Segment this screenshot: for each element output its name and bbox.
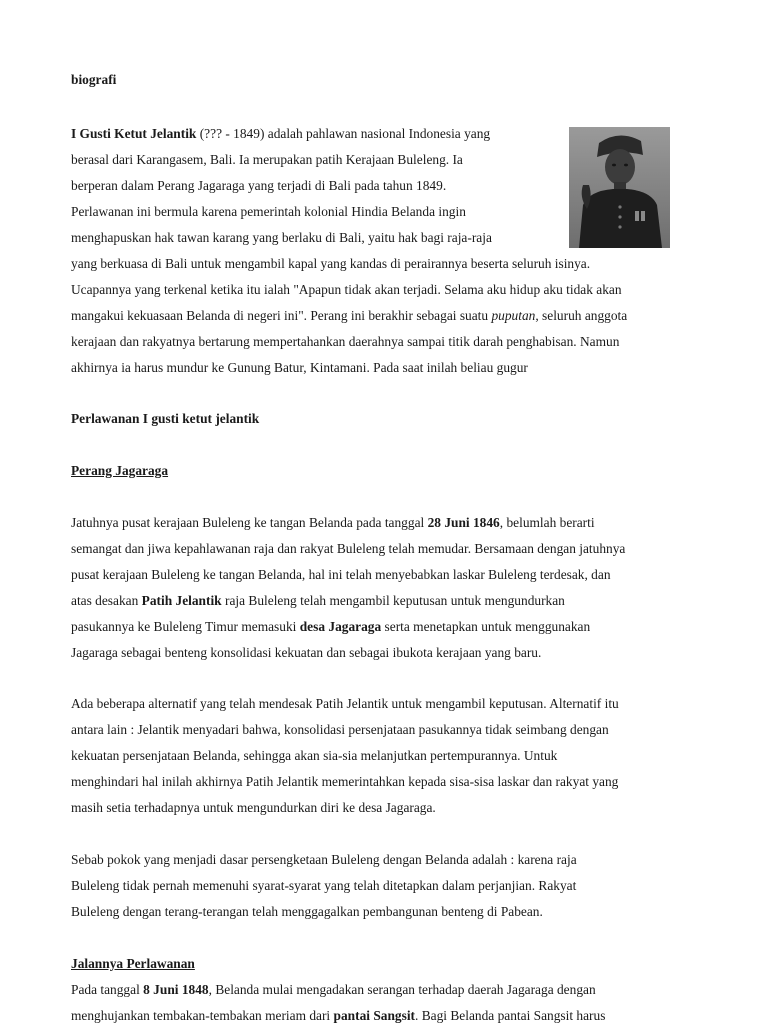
italic-text: puputan (491, 308, 536, 323)
bold-text: I Gusti Ketut Jelantik (71, 126, 197, 141)
text-run: mangakui kekuasaan Belanda di negeri ini". Perang ini berakhir sebagai suatu (71, 308, 492, 323)
text-line (71, 282, 627, 308)
section-title: Perlawanan I gusti ketut jelantik (71, 411, 260, 426)
text-run: menghindari hal inilah akhirnya Patih Jelantik memerintahkan kepada sisa-sisa laskar dan rakyat yang (71, 774, 619, 789)
text-line (71, 230, 627, 256)
text-line (71, 722, 619, 748)
bold-text: pantai Sangsit (333, 1008, 416, 1023)
text-run: antara lain : Jelantik menyadari bahwa, konsolidasi persenjataan pasukannya tidak seimbang dengan (71, 722, 609, 737)
text-line (71, 982, 605, 1008)
bold-text: Patih Jelantik (141, 593, 222, 608)
text-run: Pada tanggal (71, 982, 144, 997)
text-run: menghujankan tembakan-tembakan meriam dari (71, 1008, 334, 1023)
text-line (71, 541, 625, 567)
text-run: , Belanda mulai mengadakan serangan terhadap daerah Jagaraga dengan (208, 982, 596, 997)
text-run: raja Buleleng telah mengambil keputusan untuk mengundurkan (221, 593, 565, 608)
text-run: masih setia terhadapnya untuk mengundurkan diri ke desa Jagaraga. (71, 800, 436, 815)
text-run: Buleleng tidak pernah memenuhi syarat-syarat yang telah ditetapkan dalam perjanjian. Rakyat (71, 878, 577, 893)
intro-paragraph (71, 126, 627, 386)
bold-text: desa Jagaraga (299, 619, 382, 634)
text-run: kekuatan persenjataan Belanda, sehingga akan sia-sia melanjutkan pertempurannya. Untuk (71, 748, 558, 763)
text-line (71, 308, 627, 334)
text-line (71, 696, 619, 722)
text-line (71, 593, 625, 619)
text-run: berperan dalam Perang Jagaraga yang terjadi di Bali pada tahun 1849. (71, 178, 447, 193)
text-run: (??? - 1849) adalah pahlawan nasional Indonesia yang (196, 126, 491, 141)
text-line (71, 852, 577, 878)
text-line (71, 360, 627, 386)
text-run: Perlawanan ini bermula karena pemerintah kolonial Hindia Belanda ingin (71, 204, 466, 219)
text-run: yang berkuasa di Bali untuk mengambil kapal yang kandas di perairannya beserta seluruh isinya. (71, 256, 591, 271)
paragraph-2 (71, 696, 619, 826)
text-line (71, 178, 627, 204)
text-run: , belumlah berarti (499, 515, 595, 530)
subsection-perang-jagaraga: Perang Jagaraga (71, 463, 169, 478)
text-line (71, 567, 625, 593)
text-line (71, 748, 619, 774)
text-run: Jatuhnya pusat kerajaan Buleleng ke tangan Belanda pada tanggal (71, 515, 428, 530)
text-line (71, 645, 625, 671)
text-run: Sebab pokok yang menjadi dasar persengketaan Buleleng dengan Belanda adalah : karena raja (71, 852, 577, 867)
document-title: biografi (71, 72, 117, 87)
paragraph-4 (71, 982, 605, 1034)
text-run: atas desakan (71, 593, 142, 608)
text-run: Jagaraga sebagai benteng konsolidasi kekuatan dan sebagai ibukota kerajaan yang baru. (71, 645, 542, 660)
text-run: pusat kerajaan Buleleng ke tangan Belanda, hal ini telah menyebabkan laskar Buleleng terdesak, dan (71, 567, 611, 582)
text-run: , seluruh anggota (535, 308, 628, 323)
text-line (71, 774, 619, 800)
text-run: pasukannya ke Buleleng Timur memasuki (71, 619, 300, 634)
text-run: akhirnya ia harus mundur ke Gunung Batur, Kintamani. Pada saat inilah beliau gugur (71, 360, 528, 375)
text-run: berasal dari Karangasem, Bali. Ia merupakan patih Kerajaan Buleleng. Ia (71, 152, 463, 167)
text-line (71, 878, 577, 904)
paragraph-3 (71, 852, 577, 930)
bold-text: 8 Juni 1848 (143, 982, 209, 997)
paragraph-1 (71, 515, 625, 671)
text-run: semangat dan jiwa kepahlawanan raja dan rakyat Buleleng telah memudar. Bersamaan dengan jatuhnya (71, 541, 626, 556)
text-line (71, 800, 619, 826)
text-run: . Bagi Belanda pantai Sangsit harus (415, 1008, 606, 1023)
text-line (71, 152, 627, 178)
text-line (71, 256, 627, 282)
text-run: Buleleng dengan terang-terangan telah menggagalkan pembangunan benteng di Pabean. (71, 904, 543, 919)
text-run: Ada beberapa alternatif yang telah mendesak Patih Jelantik untuk mengambil keputusan. Alternatif itu (71, 696, 619, 711)
text-line (71, 126, 627, 152)
text-line (71, 1008, 605, 1034)
text-run: menghapuskan hak tawan karang yang berlaku di Bali, yaitu hak bagi raja-raja (71, 230, 492, 245)
text-run: Ucapannya yang terkenal ketika itu ialah "Apapun tidak akan terjadi. Selama aku hidup aku tidak akan (71, 282, 622, 297)
text-line (71, 204, 627, 230)
text-run: kerajaan dan rakyatnya bertarung mempertahankan daerahnya sampai titik darah penghabisan. Namun (71, 334, 620, 349)
bold-text: 28 Juni 1846 (427, 515, 500, 530)
text-line (71, 334, 627, 360)
text-line (71, 904, 577, 930)
text-run: serta menetapkan untuk menggunakan (381, 619, 591, 634)
text-line (71, 619, 625, 645)
text-line (71, 515, 625, 541)
subsection-jalannya-perlawanan: Jalannya Perlawanan (71, 956, 195, 971)
